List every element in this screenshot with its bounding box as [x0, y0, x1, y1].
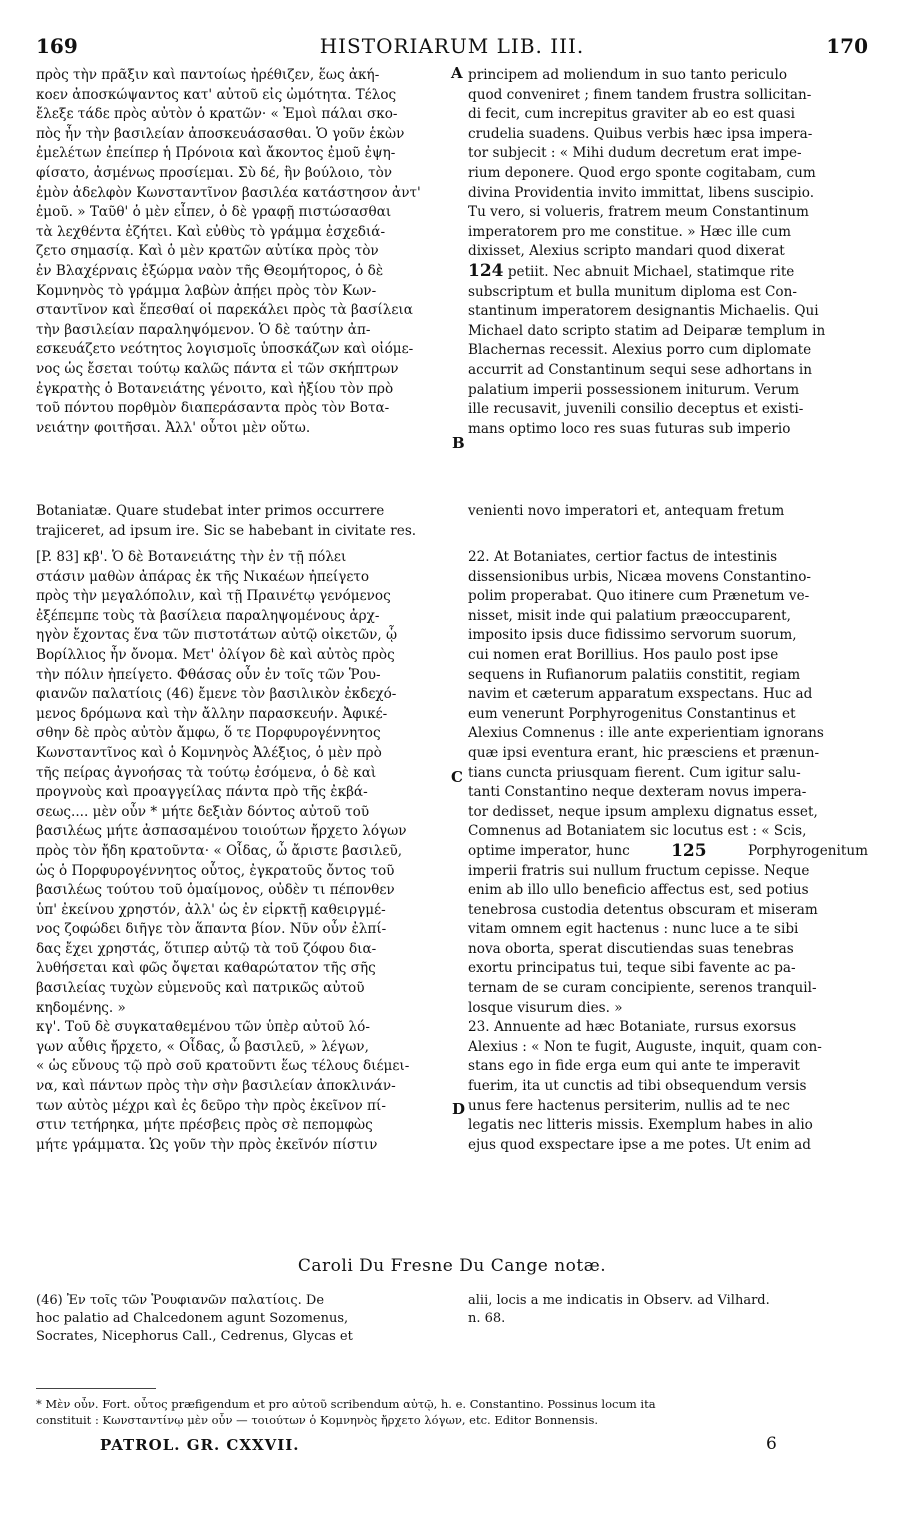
latin-line: palatium imperii possessionem initurum. Verum	[468, 381, 800, 398]
footnote-line: constituit : Κωνσταντίνῳ μὲν οὖν — τοιούτων ὁ Κομνηνὸς ἤρχετο λόγων, etc. Editor Bonnensis.	[36, 1413, 599, 1427]
marker-d: D	[452, 1100, 466, 1118]
greek-line: τὴν πόλιν ἠπείγετο. Φθάσας οὖν ἐν τοῖς τῶν Ῥου-	[36, 666, 381, 683]
note-line: n. 68.	[468, 1311, 506, 1326]
full-width-lines	[36, 502, 868, 541]
note-line: alii, locis a me indicatis in Observ. ad Vilhard.	[468, 1293, 770, 1308]
greek-line: κηδομένης. »	[36, 999, 126, 1016]
latin-column-bottom	[468, 548, 868, 1155]
latin-line: enim ab illo ullo beneficio affectus est, sed potius	[468, 882, 809, 899]
latin-full-line-right: venienti novo imperatori et, antequam fretum	[468, 503, 785, 519]
greek-line: νειάτην φοιτῆσαι. Ἀλλ' οὗτοι μὲν οὕτω.	[36, 419, 311, 436]
signature-mark: PATROL. GR. CXXVII.	[100, 1436, 300, 1454]
latin-full-line: Botaniatæ. Quare studebat inter primos occurrere	[36, 503, 385, 519]
latin-line: stantinum imperatorem designantis Michaelis. Qui	[468, 303, 819, 320]
latin-line: losque visurum dies. »	[468, 999, 623, 1016]
greek-line: ζετο σημασίᾳ. Καὶ ὁ μὲν κρατῶν αὐτίκα πρὸς τὸν	[36, 243, 379, 260]
greek-line: ἐμελέτων ἐπείπερ ἡ Πρόνοια καὶ ἄκοντος ἐμοῦ ἐψη-	[36, 145, 396, 162]
latin-line: Alexius Comnenus : ille ante experientiam ignorans	[468, 725, 824, 742]
latin-line-text: petiit. Nec abnuit Michael, statimque rite	[507, 263, 795, 280]
page-header	[36, 34, 868, 58]
greek-line: [P. 83] κβ'. Ὁ δὲ Βοτανειάτης τὴν ἐν τῇ πόλει	[36, 549, 347, 565]
greek-line: ἐμὸν ἀδελφὸν Κωνσταντῖνον βασιλέα κατάστησον ἀντ'	[36, 184, 421, 201]
latin-line: quæ ipsi eventura erant, hic præsciens et prænun-	[468, 744, 820, 761]
greek-line: ὑπ' ἐκείνου χρηστόν, ἀλλ' ὡς ἐν εἱρκτῇ καθειργμέ-	[36, 901, 386, 918]
page-number-right: 170	[826, 34, 868, 58]
page-number-left: 169	[36, 34, 78, 58]
greek-line: φίσατο, ἀσμένως προσίεμαι. Σὺ δέ, ἣν βούλοιο, τὸν	[36, 164, 393, 181]
latin-line: principem ad moliendum in suo tanto periculo	[468, 67, 788, 83]
note-line: hoc palatio ad Chalcedonem agunt Sozomenus,	[36, 1311, 349, 1326]
greek-line: προγνοὺς καὶ προαγγείλας πάντα πρὸ τῆς ἐκβά-	[36, 784, 368, 801]
latin-line: ille recusavit, juvenili consilio deceptus et existi-	[468, 401, 804, 418]
latin-line-with-number	[468, 262, 868, 283]
latin-line: navim et cæterum apparatum exspectans. Huc ad	[468, 686, 813, 703]
greek-line: ὡς ὁ Πορφυρογέννητος οὗτος, ἐγκρατοῦς ὄντος τοῦ	[36, 862, 395, 879]
latin-line: dissensionibus urbis, Nicæa movens Constantino-	[468, 568, 811, 585]
greek-line: ἔλεξε τάδε πρὸς αὐτὸν ὁ κρατῶν· « Ἐμοὶ πάλαι σκο-	[36, 106, 398, 123]
running-title: HISTORIARUM LIB. III.	[319, 34, 585, 58]
greek-line: μενος δρόμωνα καὶ τὴν ἄλλην παρασκευήν. Ἀφικέ-	[36, 705, 388, 722]
greek-line: ἐν Βλαχέρναις ἐξώρμα ναὸν τῆς Θεομήτορος, ὁ δὲ	[36, 262, 384, 279]
note-line: Socrates, Nicephorus Call., Cedrenus, Glycas et	[36, 1329, 353, 1344]
latin-line: rium deponere. Quod ergo sponte cogitabam, cum	[468, 164, 816, 181]
greek-line: σθην δὲ πρὸς αὐτὸν ἄμφω, ὅ τε Πορφυρογέννητος	[36, 725, 381, 742]
greek-line: ἐξέπεμπε τοὺς τὰ βασίλεια παραληψομένους ἀρχ-	[36, 607, 380, 624]
greek-line: ἐγκρατὴς ὁ Βοτανειάτης γένοιτο, καὶ ἠξίου τὸν πρὸ	[36, 380, 394, 397]
latin-line-text-after: Porphyrogenitum	[747, 842, 868, 859]
greek-line: να, καὶ πάντων πρὸς τὴν σὴν βασιλείαν ἀποκλινάν-	[36, 1078, 396, 1095]
latin-line: 23. Annuente ad hæc Botaniate, rursus exorsus	[468, 1019, 797, 1036]
latin-line: legatis nec litteris missis. Exemplum habes in alio	[468, 1117, 813, 1134]
greek-column-top	[36, 66, 450, 438]
latin-line: nisset, misit inde qui palatium præoccuparent,	[468, 607, 791, 624]
latin-line: tor dedisset, neque ipsum amplexu dignatus esset,	[468, 803, 818, 820]
margin-number-124: 124	[468, 260, 504, 281]
latin-line: polim properabat. Quo itinere cum Prænetum ve-	[468, 588, 810, 605]
latin-line: Tu vero, si volueris, fratrem meum Constantinum	[468, 204, 809, 221]
latin-line: accurrit ad Constantinum sequi sese adhortans in	[468, 361, 812, 378]
latin-line: Comnenus ad Botaniatem sic locutus est : « Scis,	[468, 823, 807, 840]
footnote-line: * Μὲν οὖν. Fort. οὗτος præfigendum et pro αὐτοῦ scribendum αὐτῷ, h. e. Constantino. Possinus locum ita	[36, 1397, 656, 1411]
greek-line: τὴν βασιλείαν παραληψόμενον. Ὁ δὲ ταύτην ἀπ-	[36, 321, 371, 338]
greek-line: Κομνηνὸς τὸ γράμμα λαβὼν ἀπῄει πρὸς τὸν Κων-	[36, 282, 377, 299]
latin-line-text: optime imperator, hunc	[468, 842, 630, 859]
latin-line: ternam de se curam concipiente, serenos tranquil-	[468, 980, 817, 997]
latin-line: Michael dato scripto statim ad Deiparæ templum in	[468, 322, 826, 339]
marker-b: B	[452, 434, 465, 452]
greek-line: τὰ λεχθέντα ἐζήτει. Καὶ εὐθὺς τὸ γράμμα ἐσχεδιά-	[36, 223, 386, 240]
footnote	[36, 1396, 868, 1428]
greek-line: βασιλέως μήτε ἀσπασαμένου τοιούτων ἤρχετο λόγων	[36, 823, 407, 840]
greek-line: σεως.... μὲν οὖν * μήτε δεξιὰν δόντος αὐτοῦ τοῦ	[36, 803, 370, 820]
marker-a: A	[451, 64, 463, 82]
latin-line: unus fere hactenus persiterim, nullis ad te nec	[468, 1097, 790, 1114]
note-line: (46) Ἐν τοῖς τῶν Ῥουφιανῶν παλατίοις. De	[36, 1293, 325, 1308]
latin-column-top	[468, 66, 868, 439]
latin-line: 22. At Botaniates, certior factus de intestinis	[468, 549, 778, 565]
greek-line: πρὸς τὴν πρᾶξιν καὶ παντοίως ἠρέθιζεν, ἕως ἀκή-	[36, 67, 380, 83]
greek-line: στιν τετήρηκα, μήτε πρέσβεις πρὸς σὲ πεπομφὼς	[36, 1117, 373, 1134]
greek-line: πρὸς τὸν ἤδη κρατοῦντα· « Οἶδας, ὦ ἄριστε βασιλεῦ,	[36, 842, 403, 859]
greek-line: κγ'. Τοῦ δὲ συγκαταθεμένου τῶν ὑπὲρ αὐτοῦ λό-	[36, 1019, 370, 1036]
latin-line: imperii fratris sui nullum fructum cepisse. Neque	[468, 862, 810, 879]
latin-line: cui nomen erat Borillius. Hos paulo post ipse	[468, 646, 779, 663]
latin-line: stans ego in fide erga eum qui ante te imperavit	[468, 1058, 800, 1075]
greek-line: κοεν ἀποσκώψαντος κατ' αὐτοῦ εἰς ὠμότητα. Τέλος	[36, 86, 397, 103]
latin-line: Blachernas recessit. Alexius porro cum diplomate	[468, 342, 812, 359]
greek-line: των αὐτὸς μέχρι καὶ ἐς δεῦρο τὴν πρὸς ἐκεῖνον πί-	[36, 1097, 386, 1114]
latin-line: dixisset, Alexius scripto mandari quod dixerat	[468, 243, 785, 260]
greek-line: φιανῶν παλατίοις (46) ἔμενε τὸν βασιλικὸν ἐκδεχό-	[36, 686, 397, 703]
latin-line: tians cuncta priusquam fierent. Cum igitur salu-	[468, 764, 801, 781]
greek-line: βασιλέως τούτου τοῦ ὁμαίμονος, οὐδὲν τι πέπονθεν	[36, 882, 395, 899]
notes-right	[468, 1292, 868, 1328]
greek-line: στάσιν μαθὼν ἀπάρας ἐκ τῆς Νικαέων ἠπείγετο	[36, 568, 370, 585]
latin-line: crudelia suadens. Quibus verbis hæc ipsa impera-	[468, 125, 813, 142]
full-line-1	[36, 502, 868, 522]
latin-line: subscriptum et bulla munitum diploma est Con-	[468, 283, 797, 300]
latin-line: di fecit, cum increpitus graviter ab eo est quasi	[468, 106, 795, 123]
footnote-rule	[36, 1388, 156, 1389]
latin-full-line: trajiceret, ad ipsum ire. Sic se habebant in civitate res.	[36, 522, 417, 539]
latin-line: quod conveniret ; finem tandem frustra sollicitan-	[468, 86, 812, 103]
latin-line: imperatorem pro me constitue. » Hæc ille cum	[468, 223, 792, 240]
greek-line: τῆς πείρας ἀγνοήσας τὰ τούτῳ ἐσόμενα, ὁ δὲ καὶ	[36, 764, 377, 781]
greek-line: τοῦ πόντου πορθμὸν διαπεράσαντα πρὸς τὸν Βοτα-	[36, 400, 390, 417]
latin-line: tenebrosa custodia detentus obscuram et miseram	[468, 901, 818, 918]
latin-line: divina Providentia invito immittat, libens suscipio.	[468, 184, 815, 201]
greek-line: βασιλείας τυχὼν εὐμενοῦς καὶ πατρικῶς αὐτοῦ	[36, 980, 365, 997]
latin-line: tor subjecit : « Mihi dudum decretum erat impe-	[468, 145, 802, 162]
latin-line: tanti Constantino neque dexteram novus impera-	[468, 784, 807, 801]
greek-line: « ὡς εὔνους τῷ πρὸ σοῦ κρατοῦντι ἕως τέλους διέμει-	[36, 1058, 410, 1075]
latin-line: nova oborta, sperat discutiendas suas tenebras	[468, 940, 794, 957]
marker-c: C	[451, 768, 463, 786]
greek-column-bottom	[36, 548, 450, 1155]
notes-left	[36, 1292, 450, 1346]
greek-line: εσκευάζετο νεότητος λογισμοῖς ὑποσκάζων καὶ οἰόμε-	[36, 341, 414, 358]
latin-line: Alexius : « Non te fugit, Auguste, inquit, quam con-	[468, 1038, 822, 1055]
greek-line: πρὸς τὴν μεγαλόπολιν, καὶ τῇ Πραινέτῳ γενόμενος	[36, 588, 391, 605]
notes-title: Caroli Du Fresne Du Cange notæ.	[297, 1256, 607, 1276]
signature-number: 6	[766, 1434, 777, 1454]
latin-line: vitam omnem egit hactenus : nunc luce a te sibi	[468, 921, 799, 938]
latin-line: exortu principatus tui, teque sibi favente ac pa-	[468, 960, 796, 977]
greek-line: ἐμοῦ. » Ταῦθ' ὁ μὲν εἶπεν, ὁ δὲ γραφῇ πιστώσασθαι	[36, 204, 392, 221]
greek-line: νος ὡς ἔσεται τούτῳ καλῶς πάντα εἰ τῶν σκήπτρων	[36, 360, 399, 377]
margin-number-125: 125	[671, 840, 707, 861]
greek-line: Βορίλλιος ἦν ὄνομα. Μετ' ὀλίγον δὲ καὶ αὐτὸς πρὸς	[36, 646, 395, 663]
greek-line: γων αὖθις ἤρχετο, « Οἶδας, ὦ βασιλεῦ, » λέγων,	[36, 1038, 369, 1055]
greek-line: Κωνσταντῖνος καὶ ὁ Κομνηνὸς Ἀλέξιος, ὁ μὲν πρὸ	[36, 744, 382, 761]
greek-line: μήτε γράμματα. Ὡς γοῦν τὴν πρὸς ἐκεῖνόν πίστιν	[36, 1136, 378, 1153]
latin-line: fuerim, ita ut cunctis ad tibi obsequendum versis	[468, 1078, 807, 1095]
latin-line: sequens in Rufianorum palatiis constitit, regiam	[468, 666, 801, 683]
greek-line: σταντῖνον καὶ ἕπεσθαί οἱ παρεκάλει πρὸς τὰ βασίλεια	[36, 302, 413, 319]
greek-line: πὸς ἦν τὴν βασιλείαν ἀποσκευάσασθαι. Ὁ γοῦν ἑκὼν	[36, 125, 405, 142]
latin-line: ejus quod exspectare ipse a me potes. Ut enim ad	[468, 1136, 811, 1153]
latin-line: imposito ipsis duce fidissimo servorum suorum,	[468, 627, 797, 644]
latin-line: eum venerunt Porphyrogenitus Constantinus et	[468, 705, 796, 722]
latin-line: mans optimo loco res suas futuras sub imperio	[468, 420, 791, 437]
latin-line-with-number	[468, 842, 868, 862]
greek-line: δας ἔχει χρηστάς, ὅτιπερ αὐτῷ τὰ τοῦ ζόφου δια-	[36, 940, 377, 957]
greek-line: ηγὸν ἔχοντας ἕνα τῶν πιστοτάτων αὐτῷ οἰκετῶν, ᾧ	[36, 627, 398, 644]
greek-line: νος ζοφώδει διῆγε τὸν ἅπαντα βίον. Νῦν οὖν ἐλπί-	[36, 921, 387, 938]
greek-line: λυθήσεται καὶ φῶς ὄψεται καθαρώτατον τῆς σῆς	[36, 960, 376, 977]
